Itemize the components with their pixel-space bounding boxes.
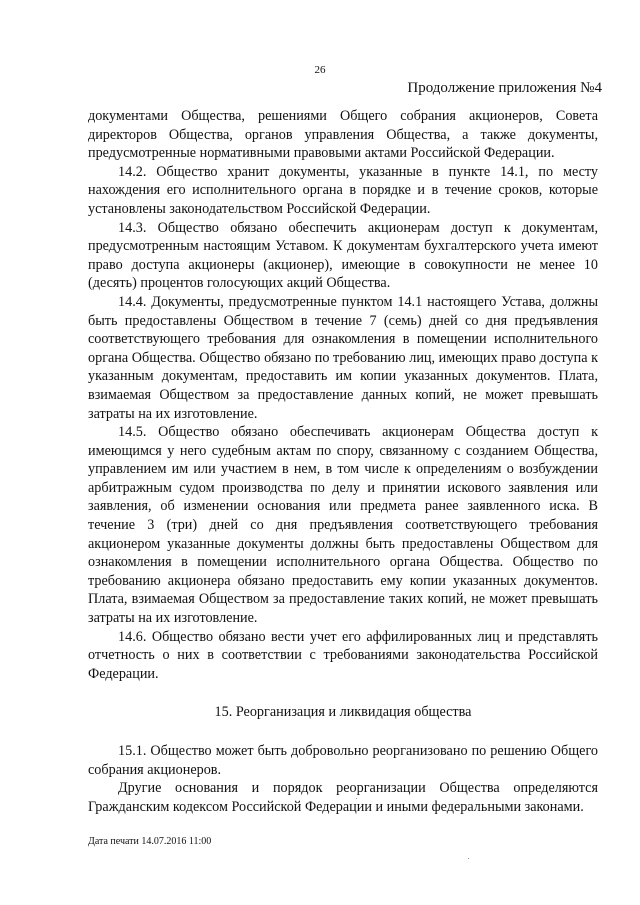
paragraph-14-4: 14.4. Документы, предусмотренные пунктом 14.1 настоящего Устава, должны быть предоставлены Обществом в течение 7 (семь) дней со дня предъявления соответствующего требования для ознакомления в помещении исполнительного органа Общества. Общество обязано по требованию лиц, имеющих право доступа к указанным документам, предоставить им копии указанных документов. Плата, взимаемая Обществом за предоставление данных копий, не может превышать затраты на их изготовление. (88, 293, 598, 422)
document-body (88, 107, 598, 816)
paragraph-15-other: Другие основания и порядок реорганизации Общества определяются Гражданским кодексом Российской Федерации и иными федеральными законами. (88, 780, 598, 815)
page-number: 26 (314, 64, 326, 76)
paragraph-14-1-continuation: документами Общества, решениями Общего собрания акционеров, Совета директоров Общества, органов управления Общества, а также документы, предусмотренные нормативными правовыми актами Российской Федерации. (88, 108, 598, 162)
paragraph-14-5: 14.5. Общество обязано обеспечивать акционерам Общества доступ к имеющимся у него судебным актам по спору, связанному с созданием Общества, управлением им или участием в нем, в том числе к определениям о возбуждении арбитражным судом производства по делу и принятии искового заявления или заявления, об изменении основания или предмета ранее заявленного иска. В течение 3 (три) дней со дня предъявления соответствующего требования акционером указанные документы должны быть предоставлены Обществом для ознакомления в помещении исполнительного органа Общества. Общество по требованию акционера обязано предоставить ему копии указанных документов. Плата, взимаемая Обществом за предоставление таких копий, не может превышать затраты на их изготовление. (88, 424, 598, 627)
paragraph-14-6: 14.6. Общество обязано вести учет его аффилированных лиц и представлять отчетность о них в соответствии с требованиями законодательства Российской Федерации. (88, 628, 598, 682)
section-heading: 15. Реорганизация и ликвидация общества (214, 704, 472, 721)
appendix-note: Продолжение приложения №4 (407, 80, 602, 96)
print-date: Дата печати 14.07.2016 11:00 (88, 836, 212, 847)
scan-speck (356, 798, 357, 799)
scan-speck (468, 858, 469, 859)
paragraph-14-2: 14.2. Общество хранит документы, указанные в пункте 14.1, по месту нахождения его исполнительного органа в порядке и в течение сроков, которые установлены законодательством Российской Федерации. (88, 163, 598, 217)
paragraph-14-3: 14.3. Общество обязано обеспечить акционерам доступ к документам, предусмотренным настоящим Уставом. К документам бухгалтерского учета имеют право доступа акционеры (акционер), имеющие в совокупности не менее 10 (десять) процентов голосующих акций Общества. (88, 219, 598, 292)
paragraph-15-1: 15.1. Общество может быть добровольно реорганизовано по решению Общего собрания акционеров. (88, 743, 598, 778)
